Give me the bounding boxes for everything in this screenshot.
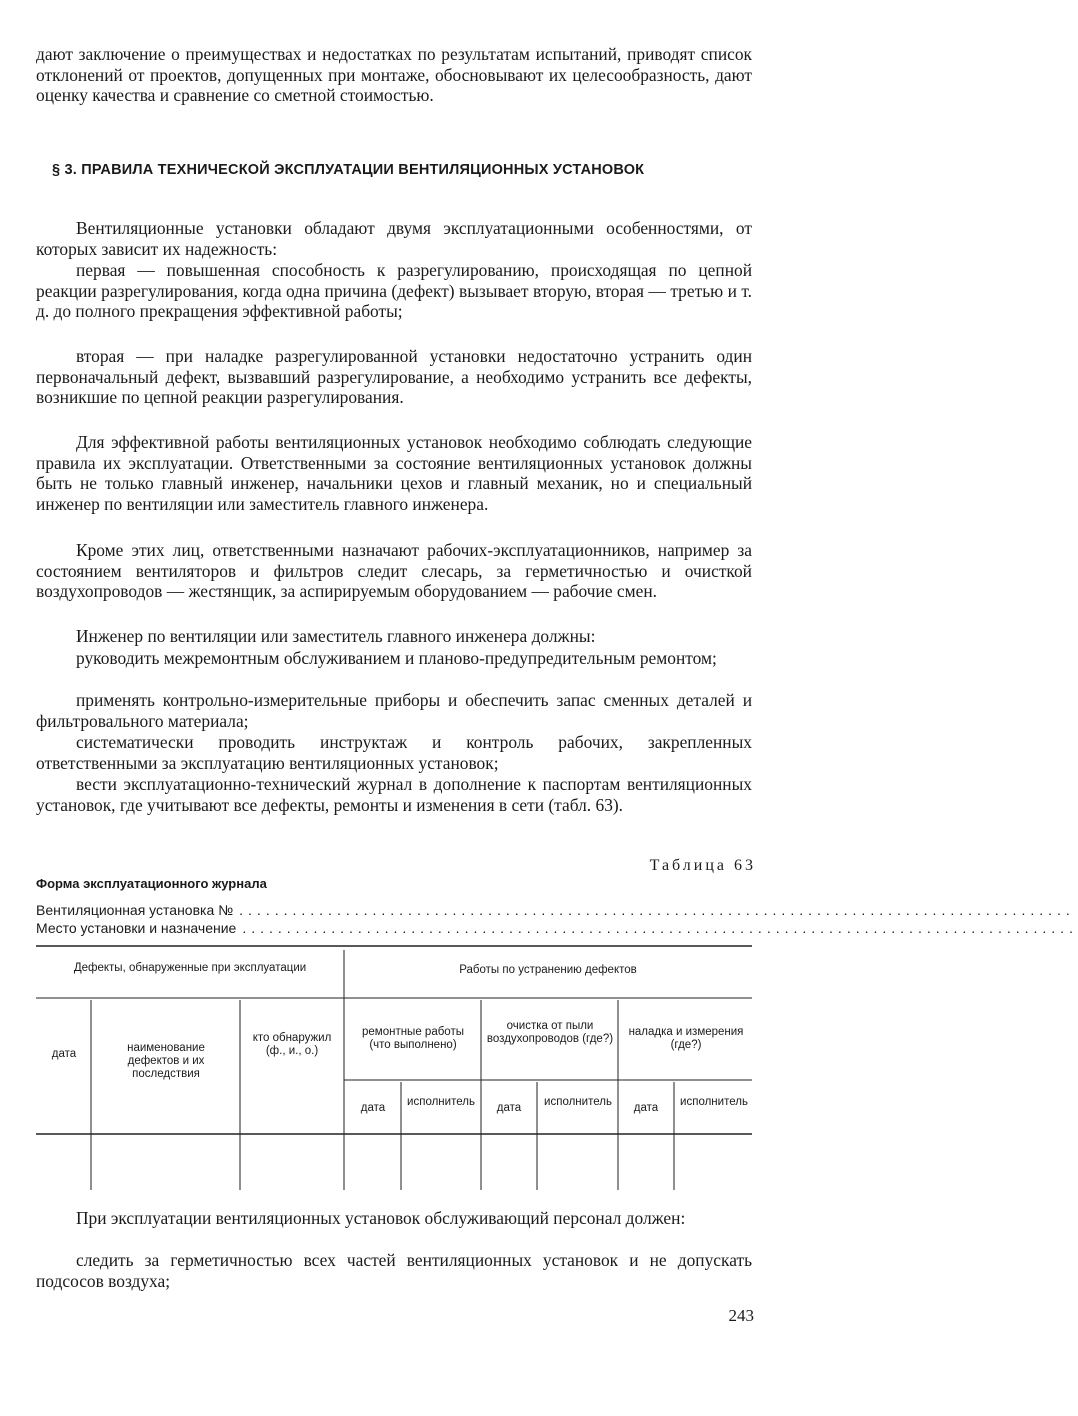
- form-title: Форма эксплуатационного журнала: [36, 876, 267, 891]
- duty-instruments: применять контрольно-измерительные приборы и обеспечить запас сменных деталей и фильтровального материала;: [36, 690, 752, 731]
- field-location-dots: ..............................................................................................: [242, 920, 1078, 936]
- field-installation-label: Вентиляционная установка №: [36, 902, 234, 918]
- paragraph-engineer-duties: Инженер по вентиляции или заместитель главного инженера должны:: [76, 626, 596, 646]
- sub-executor-2: исполнитель: [544, 1096, 612, 1108]
- paragraph-first-feature: первая — повышенная способность к разрегулированию, происходящая по цепной реакции разрегулирования, когда одна причина (дефект) вызывает вторую, вторая — третью и т. д. до полного прекращения эффективной работы;: [36, 260, 752, 322]
- col-tuning: наладка и измерения (где?): [628, 1026, 744, 1051]
- col-repair-works: ремонтные работы (что выполнено): [362, 1026, 464, 1051]
- header-works: Работы по устранению дефектов: [459, 964, 637, 976]
- col-date: дата: [51, 1048, 77, 1060]
- section-heading: § 3. ПРАВИЛА ТЕХНИЧЕСКОЙ ЭКСПЛУАТАЦИИ ВЕНТИЛЯЦИОННЫХ УСТАНОВОК: [52, 162, 645, 178]
- field-location-label: Место установки и назначение: [36, 920, 237, 936]
- sub-executor-1: исполнитель: [407, 1096, 475, 1108]
- duty-tightness: следить за герметичностью всех частей вентиляционных установок и не допускать подсосов воздуха;: [36, 1250, 752, 1291]
- sub-date-3: дата: [633, 1102, 659, 1114]
- header-defects: Дефекты, обнаруженные при эксплуатации: [73, 962, 307, 974]
- sub-date-2: дата: [496, 1102, 522, 1114]
- paragraph-responsible: Кроме этих лиц, ответственными назначают рабочих-эксплуатационников, например за состоянием вентиляторов и фильтров следит слесарь, за герметичностью и очисткой воздухопроводов — жестянщик, за аспирируемым оборудованием — рабочие смен.: [36, 540, 752, 602]
- page-number: 243: [728, 1306, 754, 1325]
- paragraph-features: Вентиляционные установки обладают двумя эксплуатационными особенностями, от которых зависит их надежность:: [36, 218, 752, 259]
- table-caption: Таблица 63: [649, 857, 756, 874]
- intro-paragraph: дают заключение о преимуществах и недостатках по результатам испытаний, приводят список отклонений от проектов, допущенных при монтаже, обосновывают их целесообразность, дают оценку качества и сравнение со сметной стоимостью.: [36, 44, 752, 106]
- col-who-found: кто обнаружил (ф., и., о.): [252, 1032, 332, 1057]
- duty-maintenance: руководить межремонтным обслуживанием и планово-предупредительным ремонтом;: [76, 648, 717, 668]
- sub-executor-3: исполнитель: [680, 1096, 748, 1108]
- duty-instruction: систематически проводить инструктаж и контроль рабочих, закрепленных ответственными за эксплуатацию вентиляционных установок;: [36, 732, 752, 773]
- field-installation-dots: ..............................................................................................: [239, 902, 1075, 918]
- paragraph-rules: Для эффективной работы вентиляционных установок необходимо соблюдать следующие правила их эксплуатации. Ответственными за состояние вентиляционных установок должны быть не только главный инженер, начальники цехов и главный механик, но и специальный инженер по вентиляции или заместитель главного инженера.: [36, 432, 752, 514]
- paragraph-second-feature: вторая — при наладке разрегулированной установки недостаточно устранить один первоначальный дефект, вызвавший разрегулирование, а необходимо устранить все дефекты, возникшие по цепной реакции разрегулирования.: [36, 346, 752, 408]
- duty-journal: вести эксплуатационно-технический журнал в дополнение к паспортам вентиляционных установок, где учитывают все дефекты, ремонты и изменения в сети (табл. 63).: [36, 774, 752, 815]
- sub-date-1: дата: [360, 1102, 386, 1114]
- col-dust-cleaning: очистка от пыли воздухопроводов (где?): [486, 1020, 614, 1045]
- paragraph-staff: При эксплуатации вентиляционных установок обслуживающий персонал должен:: [76, 1208, 686, 1228]
- col-defect-name: наименование дефектов и их последствия: [127, 1042, 205, 1080]
